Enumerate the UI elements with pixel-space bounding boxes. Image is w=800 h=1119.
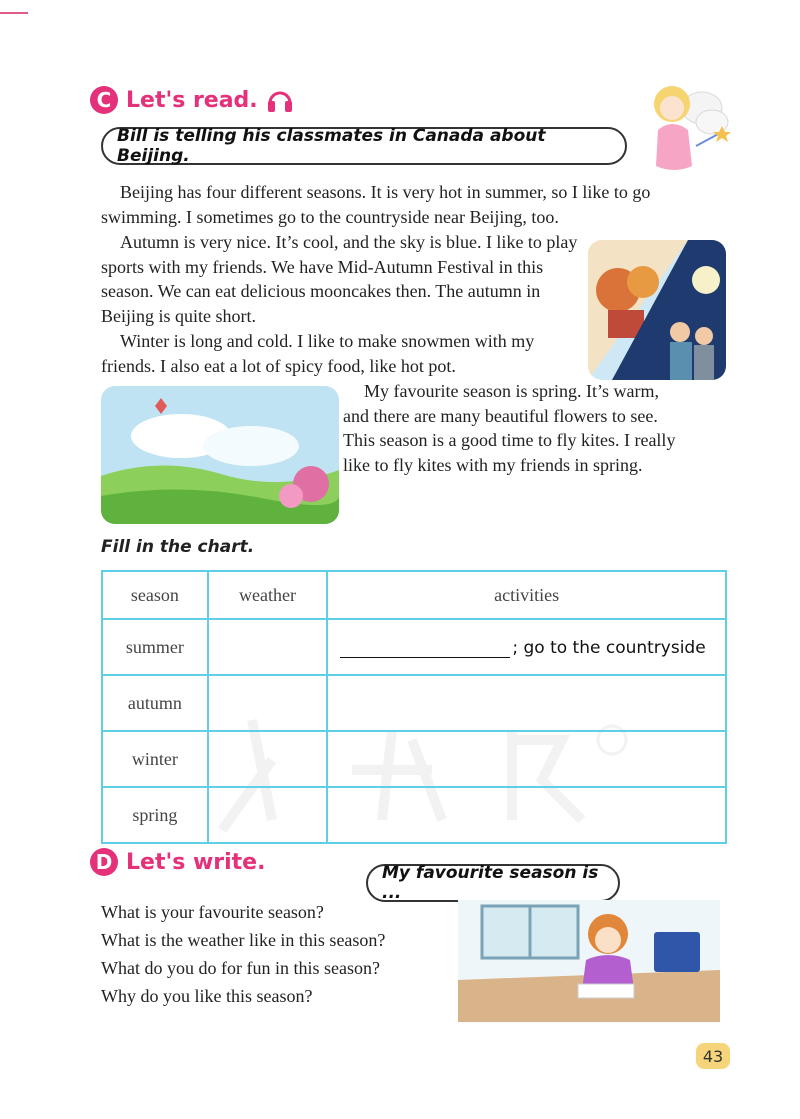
activities-cell[interactable] [327,731,726,787]
activities-text: ; go to the countryside [512,637,706,658]
season-cell: winter [102,731,208,787]
chart-header-weather: weather [208,571,328,619]
page-number: 43 [696,1043,730,1069]
seasons-chart [101,570,727,844]
page-corner-mark [0,0,28,14]
headphones-icon[interactable] [266,87,294,113]
section-d-letter: D [90,848,118,876]
section-d-speech-bubble [366,864,620,902]
reading-paragraph-4: My favourite season is spring. It’s warm, and there are many beautiful flowers to see. This season is a good time to fly kites. I really like to fly kites with my friends in spring. [343,381,676,475]
chart-header-activities: activities [327,571,726,619]
reading-paragraph-1: Beijing has four different seasons. It is very hot in summer, so I like to go swimming. I sometimes go to the countryside near Beijing, too. [101,182,651,227]
activities-cell[interactable] [327,619,726,675]
activities-cell[interactable] [327,787,726,843]
section-c-title: Let's read. [126,87,258,113]
section-c-bubble-text: Bill is telling his classmates in Canada about Beijing. [117,126,546,166]
chart-header-season: season [102,571,208,619]
section-d-bubble-text: My favourite season is ... [382,863,599,903]
activities-cell[interactable] [327,675,726,731]
question-1: What is your favourite season? [101,902,324,922]
section-c-letter: C [90,86,118,114]
girl-writing-picture [458,900,720,1022]
section-d-title: Let's write. [126,849,266,875]
weather-cell[interactable] [208,619,328,675]
season-cell: summer [102,619,208,675]
section-d-heading [90,848,265,876]
fill-chart-label: Fill in the chart. [101,537,255,557]
reading-paragraph-3: Winter is long and cold. I like to make snowmen with my friends. I also eat a lot of spicy food, like hot pot. [101,331,535,376]
table-row [102,787,726,843]
question-4: Why do you like this season? [101,986,313,1006]
reading-paragraph-2: Autumn is very nice. It’s cool, and the sky is blue. I like to play sports with my friends. We have Mid-Autumn Festival in this season. We can eat delicious mooncakes then. The autumn in Beijing is quite short. [101,232,578,326]
writing-questions [101,898,385,1010]
answer-blank[interactable] [340,657,510,658]
table-row [102,675,726,731]
table-row [102,731,726,787]
section-c-speech-bubble [101,127,627,165]
section-c-heading [90,86,294,114]
season-cell: spring [102,787,208,843]
weather-cell[interactable] [208,787,328,843]
autumn-festival-picture [588,240,726,380]
weather-cell[interactable] [208,675,328,731]
weather-cell[interactable] [208,731,328,787]
spring-kites-picture [101,386,339,524]
chart-header-row [102,571,726,619]
question-3: What do you do for fun in this season? [101,958,380,978]
season-cell: autumn [102,675,208,731]
question-2: What is the weather like in this season? [101,930,386,950]
angel-illustration [636,70,732,180]
table-row [102,619,726,675]
